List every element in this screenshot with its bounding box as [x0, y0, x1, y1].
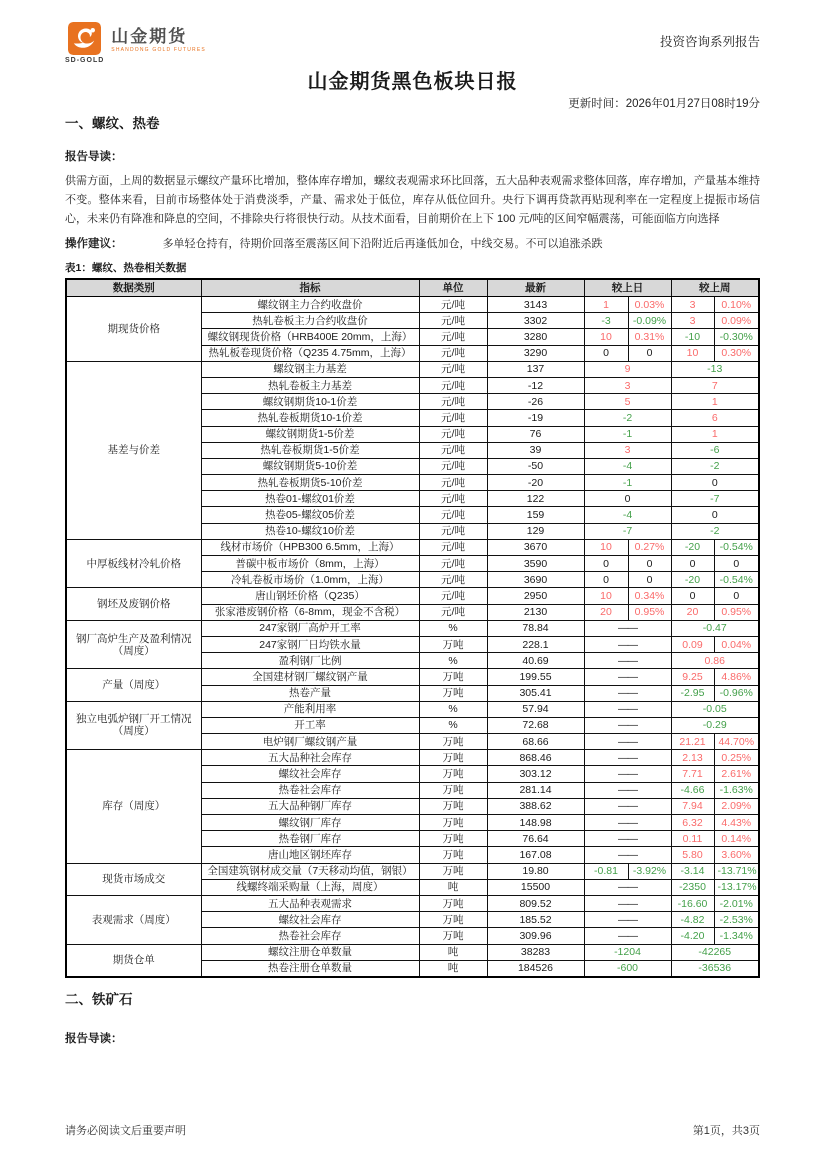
- col-header-category: 数据类别: [66, 279, 201, 297]
- brand-name-en: SHANDONG GOLD FUTURES: [111, 47, 206, 53]
- brand-name: 山金期货: [111, 27, 188, 46]
- page-title: 山金期货黑色板块日报: [307, 71, 518, 93]
- indicator-cell: 螺纹钢主力基差: [201, 361, 419, 377]
- indicator-cell: 热轧板卷现货价格（Q235 4.75mm，上海）: [201, 345, 419, 361]
- footer-disclaimer: 请务必阅读文后重要声明: [65, 1125, 186, 1137]
- indicator-cell: 冷轧卷板市场价（1.0mm，上海）: [201, 572, 419, 588]
- unit-cell: %: [419, 701, 487, 717]
- day-change-percent: 0.31%: [628, 329, 671, 345]
- indicator-cell: 热轧卷板期货10-1价差: [201, 410, 419, 426]
- indicator-cell: 线材市场价（HPB300 6.5mm，上海）: [201, 539, 419, 555]
- indicator-cell: 热卷产量: [201, 685, 419, 701]
- week-change-value: -16.60: [671, 895, 714, 911]
- latest-cell: -50: [487, 458, 584, 474]
- day-change-value: -7: [584, 523, 671, 539]
- week-change-value: -7: [671, 491, 759, 507]
- week-change-value: -2: [671, 523, 759, 539]
- table-row: [66, 361, 759, 377]
- indicator-cell: 电炉钢厂螺纹钢产量: [201, 734, 419, 750]
- indicator-cell: 247家钢厂日均铁水量: [201, 636, 419, 652]
- indicator-cell: 唐山钢坯价格（Q235）: [201, 588, 419, 604]
- week-change-value: 0: [671, 475, 759, 491]
- week-change-percent: 4.43%: [714, 815, 759, 831]
- unit-cell: 元/吨: [419, 426, 487, 442]
- week-change-value: 20: [671, 604, 714, 620]
- unit-cell: 元/吨: [419, 523, 487, 539]
- day-change-value: ——: [584, 912, 671, 928]
- col-header-day-change: 较上日: [584, 279, 671, 297]
- day-change-value: 10: [584, 539, 628, 555]
- unit-cell: 万吨: [419, 734, 487, 750]
- table-row: [66, 669, 759, 685]
- indicator-cell: 产能利用率: [201, 701, 419, 717]
- section-heading-1: 一、螺纹、热卷: [65, 116, 160, 131]
- unit-cell: 吨: [419, 960, 487, 977]
- week-change-value: -0.47: [671, 620, 759, 636]
- day-change-value: ——: [584, 879, 671, 895]
- latest-cell: 3290: [487, 345, 584, 361]
- table-caption: 表1：螺纹、热卷相关数据: [65, 262, 187, 274]
- week-change-value: 0.09: [671, 636, 714, 652]
- unit-cell: 元/吨: [419, 588, 487, 604]
- week-change-percent: 4.86%: [714, 669, 759, 685]
- latest-cell: 122: [487, 491, 584, 507]
- unit-cell: 元/吨: [419, 410, 487, 426]
- latest-cell: 3280: [487, 329, 584, 345]
- indicator-cell: 普碳中板市场价（8mm，上海）: [201, 556, 419, 572]
- latest-cell: 137: [487, 361, 584, 377]
- week-change-percent: 2.09%: [714, 798, 759, 814]
- update-time: 更新时间：2026年01月27日08时19分: [568, 98, 760, 110]
- week-change-value: 0.11: [671, 831, 714, 847]
- brand-logo: [65, 22, 206, 64]
- week-change-percent: -0.30%: [714, 329, 759, 345]
- indicator-cell: 五大品种表观需求: [201, 895, 419, 911]
- indicator-cell: 热轧卷板期货5-10价差: [201, 475, 419, 491]
- advice-row: [65, 237, 760, 252]
- latest-cell: 809.52: [487, 895, 584, 911]
- day-change-value: 10: [584, 588, 628, 604]
- day-change-percent: -3.92%: [628, 863, 671, 879]
- indicator-cell: 热卷社会库存: [201, 782, 419, 798]
- latest-cell: 3143: [487, 297, 584, 313]
- latest-cell: 868.46: [487, 750, 584, 766]
- day-change-value: 0: [584, 556, 628, 572]
- indicator-cell: 热轧卷板主力合约收盘价: [201, 313, 419, 329]
- indicator-cell: 螺纹钢期货5-10价差: [201, 458, 419, 474]
- unit-cell: 元/吨: [419, 442, 487, 458]
- day-change-value: -600: [584, 960, 671, 977]
- indicator-cell: 螺纹钢期货10-1价差: [201, 394, 419, 410]
- unit-cell: 元/吨: [419, 491, 487, 507]
- day-change-value: ——: [584, 798, 671, 814]
- day-change-value: 3: [584, 377, 671, 393]
- week-change-value: -42265: [671, 944, 759, 960]
- week-change-value: 0.86: [671, 653, 759, 669]
- week-change-value: 7: [671, 377, 759, 393]
- indicator-cell: 热轧卷板期货1-5价差: [201, 442, 419, 458]
- latest-cell: 76: [487, 426, 584, 442]
- indicator-cell: 线螺终端采购量（上海，周度）: [201, 879, 419, 895]
- latest-cell: -20: [487, 475, 584, 491]
- week-change-value: 9.25: [671, 669, 714, 685]
- week-change-percent: 0.95%: [714, 604, 759, 620]
- day-change-value: 0: [584, 491, 671, 507]
- week-change-value: -6: [671, 442, 759, 458]
- day-change-value: -4: [584, 458, 671, 474]
- category-cell: 期货仓单: [66, 944, 201, 977]
- day-change-value: 0: [584, 345, 628, 361]
- week-change-value: -4.20: [671, 928, 714, 944]
- week-change-percent: 0: [714, 556, 759, 572]
- week-change-value: -2350: [671, 879, 714, 895]
- day-change-value: ——: [584, 653, 671, 669]
- indicator-cell: 螺纹钢现货价格（HRB400E 20mm，上海）: [201, 329, 419, 345]
- day-change-value: ——: [584, 847, 671, 863]
- latest-cell: 303.12: [487, 766, 584, 782]
- data-table: [65, 278, 760, 978]
- week-change-percent: 3.60%: [714, 847, 759, 863]
- unit-cell: 元/吨: [419, 572, 487, 588]
- unit-cell: 元/吨: [419, 507, 487, 523]
- indicator-cell: 全国建材钢厂螺纹钢产量: [201, 669, 419, 685]
- unit-cell: 万吨: [419, 782, 487, 798]
- indicator-cell: 五大品种社会库存: [201, 750, 419, 766]
- category-cell: 期现货价格: [66, 297, 201, 362]
- day-change-percent: 0: [628, 345, 671, 361]
- week-change-value: 6: [671, 410, 759, 426]
- unit-cell: 元/吨: [419, 345, 487, 361]
- indicator-cell: 螺纹社会库存: [201, 766, 419, 782]
- latest-cell: 38283: [487, 944, 584, 960]
- week-change-value: -0.29: [671, 717, 759, 733]
- unit-cell: 元/吨: [419, 539, 487, 555]
- table-body: [66, 297, 759, 977]
- advice-label: 操作建议：: [65, 238, 123, 250]
- latest-cell: 19.80: [487, 863, 584, 879]
- table-row: [66, 750, 759, 766]
- day-change-value: 3: [584, 442, 671, 458]
- unit-cell: 万吨: [419, 669, 487, 685]
- week-change-percent: -2.01%: [714, 895, 759, 911]
- unit-cell: 万吨: [419, 912, 487, 928]
- col-header-latest: 最新: [487, 279, 584, 297]
- unit-cell: 元/吨: [419, 329, 487, 345]
- day-change-value: ——: [584, 895, 671, 911]
- latest-cell: 129: [487, 523, 584, 539]
- week-change-value: 0: [671, 588, 714, 604]
- latest-cell: 76.64: [487, 831, 584, 847]
- latest-cell: 305.41: [487, 685, 584, 701]
- indicator-cell: 热卷10-螺纹10价差: [201, 523, 419, 539]
- week-change-value: 3: [671, 313, 714, 329]
- latest-cell: 388.62: [487, 798, 584, 814]
- indicator-cell: 螺纹钢期货1-5价差: [201, 426, 419, 442]
- category-cell: 中厚板线材冷轧价格: [66, 539, 201, 588]
- latest-cell: 3302: [487, 313, 584, 329]
- indicator-cell: 螺纹社会库存: [201, 912, 419, 928]
- category-cell: 基差与价差: [66, 361, 201, 539]
- day-change-value: 1: [584, 297, 628, 313]
- week-change-value: 0: [671, 507, 759, 523]
- latest-cell: 228.1: [487, 636, 584, 652]
- day-change-percent: 0: [628, 572, 671, 588]
- indicator-cell: 开工率: [201, 717, 419, 733]
- week-change-percent: 0.09%: [714, 313, 759, 329]
- day-change-value: ——: [584, 734, 671, 750]
- unit-cell: %: [419, 717, 487, 733]
- week-change-value: 10: [671, 345, 714, 361]
- unit-cell: 万吨: [419, 685, 487, 701]
- indicator-cell: 螺纹注册仓单数量: [201, 944, 419, 960]
- week-change-value: -0.05: [671, 701, 759, 717]
- week-change-value: 7.94: [671, 798, 714, 814]
- day-change-value: -1: [584, 426, 671, 442]
- day-change-value: ——: [584, 928, 671, 944]
- week-change-value: 6.32: [671, 815, 714, 831]
- week-change-value: 1: [671, 426, 759, 442]
- week-change-value: 3: [671, 297, 714, 313]
- category-cell: 现货市场成交: [66, 863, 201, 895]
- week-change-value: -10: [671, 329, 714, 345]
- day-change-value: -3: [584, 313, 628, 329]
- day-change-value: 5: [584, 394, 671, 410]
- week-change-value: 0: [671, 556, 714, 572]
- latest-cell: 39: [487, 442, 584, 458]
- col-header-week-change: 较上周: [671, 279, 759, 297]
- col-header-indicator: 指标: [201, 279, 419, 297]
- category-cell: 钢厂高炉生产及盈利情况（周度）: [66, 620, 201, 669]
- table-row: [66, 620, 759, 636]
- latest-cell: 185.52: [487, 912, 584, 928]
- unit-cell: 万吨: [419, 798, 487, 814]
- unit-cell: 元/吨: [419, 313, 487, 329]
- day-change-value: ——: [584, 766, 671, 782]
- indicator-cell: 247家钢厂高炉开工率: [201, 620, 419, 636]
- table-row: [66, 863, 759, 879]
- week-change-percent: -2.53%: [714, 912, 759, 928]
- day-change-value: 10: [584, 329, 628, 345]
- unit-cell: %: [419, 653, 487, 669]
- latest-cell: 72.68: [487, 717, 584, 733]
- latest-cell: 3670: [487, 539, 584, 555]
- page-number: 第1页，共3页: [692, 1125, 760, 1137]
- week-change-percent: 0.10%: [714, 297, 759, 313]
- day-change-value: ——: [584, 815, 671, 831]
- week-change-value: -20: [671, 572, 714, 588]
- indicator-cell: 盈利钢厂比例: [201, 653, 419, 669]
- table-head: [66, 279, 759, 297]
- day-change-percent: 0.34%: [628, 588, 671, 604]
- week-change-percent: 0.30%: [714, 345, 759, 361]
- latest-cell: 78.84: [487, 620, 584, 636]
- latest-cell: 57.94: [487, 701, 584, 717]
- table-row: [66, 539, 759, 555]
- day-change-value: -0.81: [584, 863, 628, 879]
- category-cell: 库存（周度）: [66, 750, 201, 863]
- latest-cell: 2130: [487, 604, 584, 620]
- col-header-unit: 单位: [419, 279, 487, 297]
- week-change-value: -20: [671, 539, 714, 555]
- day-change-percent: 0.95%: [628, 604, 671, 620]
- day-change-percent: 0.27%: [628, 539, 671, 555]
- week-change-percent: -13.17%: [714, 879, 759, 895]
- day-change-value: ——: [584, 782, 671, 798]
- indicator-cell: 全国建筑钢材成交量（7天移动均值，钢银）: [201, 863, 419, 879]
- day-change-percent: 0.03%: [628, 297, 671, 313]
- week-change-percent: -0.96%: [714, 685, 759, 701]
- page-header: [65, 22, 760, 68]
- week-change-percent: 0.14%: [714, 831, 759, 847]
- category-cell: 产量（周度）: [66, 669, 201, 701]
- guide-label-1: 报告导读：: [65, 151, 123, 163]
- week-change-value: -4.82: [671, 912, 714, 928]
- unit-cell: 元/吨: [419, 361, 487, 377]
- week-change-percent: 0: [714, 588, 759, 604]
- week-change-percent: -13.71%: [714, 863, 759, 879]
- unit-cell: 万吨: [419, 815, 487, 831]
- unit-cell: 元/吨: [419, 377, 487, 393]
- indicator-cell: 五大品种钢厂库存: [201, 798, 419, 814]
- indicator-cell: 热卷注册仓单数量: [201, 960, 419, 977]
- week-change-value: -4.66: [671, 782, 714, 798]
- latest-cell: 148.98: [487, 815, 584, 831]
- latest-cell: 199.55: [487, 669, 584, 685]
- unit-cell: 元/吨: [419, 475, 487, 491]
- week-change-value: -2: [671, 458, 759, 474]
- unit-cell: 万吨: [419, 847, 487, 863]
- indicator-cell: 热轧卷板主力基差: [201, 377, 419, 393]
- day-change-value: ——: [584, 620, 671, 636]
- latest-cell: 2950: [487, 588, 584, 604]
- latest-cell: -12: [487, 377, 584, 393]
- day-change-value: ——: [584, 685, 671, 701]
- day-change-percent: 0: [628, 556, 671, 572]
- unit-cell: 元/吨: [419, 604, 487, 620]
- day-change-value: ——: [584, 831, 671, 847]
- latest-cell: 68.66: [487, 734, 584, 750]
- latest-cell: 159: [487, 507, 584, 523]
- unit-cell: 元/吨: [419, 394, 487, 410]
- table-row: [66, 895, 759, 911]
- guide-label-2: 报告导读：: [65, 1032, 123, 1045]
- brand-abbr: SD-GOLD: [65, 57, 105, 64]
- week-change-value: 1: [671, 394, 759, 410]
- day-change-value: ——: [584, 701, 671, 717]
- week-change-percent: 0.25%: [714, 750, 759, 766]
- week-change-percent: 0.04%: [714, 636, 759, 652]
- day-change-value: ——: [584, 717, 671, 733]
- category-cell: 独立电弧炉钢厂开工情况（周度）: [66, 701, 201, 750]
- sd-gold-logo-icon: [68, 22, 101, 55]
- table-row: [66, 588, 759, 604]
- day-change-value: -4: [584, 507, 671, 523]
- indicator-cell: 唐山地区钢坯库存: [201, 847, 419, 863]
- latest-cell: 167.08: [487, 847, 584, 863]
- week-change-percent: -0.54%: [714, 539, 759, 555]
- day-change-value: 9: [584, 361, 671, 377]
- day-change-value: -1204: [584, 944, 671, 960]
- section-heading-2: 二、铁矿石: [65, 991, 133, 1007]
- indicator-cell: 螺纹钢厂库存: [201, 815, 419, 831]
- table-row: [66, 944, 759, 960]
- week-change-percent: 44.70%: [714, 734, 759, 750]
- advice-text: 多单轻仓持有，待期价回落至震荡区间下沿附近后再逢低加仓，中线交易。不可以追涨杀跌: [162, 238, 603, 250]
- unit-cell: 万吨: [419, 895, 487, 911]
- report-series-label: 投资咨询系列报告: [659, 35, 760, 49]
- unit-cell: 万吨: [419, 863, 487, 879]
- week-change-percent: -1.34%: [714, 928, 759, 944]
- unit-cell: 万吨: [419, 928, 487, 944]
- unit-cell: 元/吨: [419, 556, 487, 572]
- latest-cell: 281.14: [487, 782, 584, 798]
- unit-cell: 万吨: [419, 750, 487, 766]
- unit-cell: 吨: [419, 879, 487, 895]
- latest-cell: -19: [487, 410, 584, 426]
- table-row: [66, 297, 759, 313]
- category-cell: 表观需求（周度）: [66, 895, 201, 944]
- latest-cell: 40.69: [487, 653, 584, 669]
- week-change-value: 2.13: [671, 750, 714, 766]
- day-change-value: -1: [584, 475, 671, 491]
- latest-cell: 3690: [487, 572, 584, 588]
- day-change-value: ——: [584, 750, 671, 766]
- indicator-cell: 张家港废钢价格（6-8mm，现金不含税）: [201, 604, 419, 620]
- table-row: [66, 701, 759, 717]
- latest-cell: -26: [487, 394, 584, 410]
- latest-cell: 3590: [487, 556, 584, 572]
- week-change-value: -2.95: [671, 685, 714, 701]
- day-change-value: ——: [584, 636, 671, 652]
- indicator-cell: 热卷钢厂库存: [201, 831, 419, 847]
- week-change-percent: -1.63%: [714, 782, 759, 798]
- guide-text: 供需方面，上周的数据显示螺纹产量环比增加，整体库存增加，螺纹表观需求环比回落，五大品种表观需求整体回落，库存增加，产量基本维持不变。整体来看，目前市场整体处于消费淡季，产量、需求处于低位，库存从低位回升。央行下调再贷款再贴现利率在一定程度上提振市场信心，未来仍有降准和降息的空间，不排除央行将很快行动。从技术面看，目前期价在上下 100 元/吨的区间窄幅震荡，可能面临方向选择: [65, 175, 760, 225]
- latest-cell: 309.96: [487, 928, 584, 944]
- unit-cell: 万吨: [419, 831, 487, 847]
- unit-cell: 万吨: [419, 766, 487, 782]
- day-change-value: ——: [584, 669, 671, 685]
- latest-cell: 184526: [487, 960, 584, 977]
- category-cell: 钢坯及废钢价格: [66, 588, 201, 620]
- unit-cell: %: [419, 620, 487, 636]
- indicator-cell: 热卷01-螺纹01价差: [201, 491, 419, 507]
- week-change-value: 21.21: [671, 734, 714, 750]
- day-change-value: 20: [584, 604, 628, 620]
- day-change-value: 0: [584, 572, 628, 588]
- week-change-percent: -0.54%: [714, 572, 759, 588]
- indicator-cell: 螺纹钢主力合约收盘价: [201, 297, 419, 313]
- indicator-cell: 热卷社会库存: [201, 928, 419, 944]
- day-change-value: -2: [584, 410, 671, 426]
- unit-cell: 万吨: [419, 636, 487, 652]
- page-footer: [65, 1122, 760, 1138]
- week-change-value: 7.71: [671, 766, 714, 782]
- day-change-percent: -0.09%: [628, 313, 671, 329]
- unit-cell: 吨: [419, 944, 487, 960]
- week-change-value: -36536: [671, 960, 759, 977]
- unit-cell: 元/吨: [419, 458, 487, 474]
- week-change-value: -3.14: [671, 863, 714, 879]
- unit-cell: 元/吨: [419, 297, 487, 313]
- table-header-row: [66, 279, 759, 297]
- latest-cell: 15500: [487, 879, 584, 895]
- week-change-value: -13: [671, 361, 759, 377]
- week-change-percent: 2.61%: [714, 766, 759, 782]
- week-change-value: 5.80: [671, 847, 714, 863]
- indicator-cell: 热卷05-螺纹05价差: [201, 507, 419, 523]
